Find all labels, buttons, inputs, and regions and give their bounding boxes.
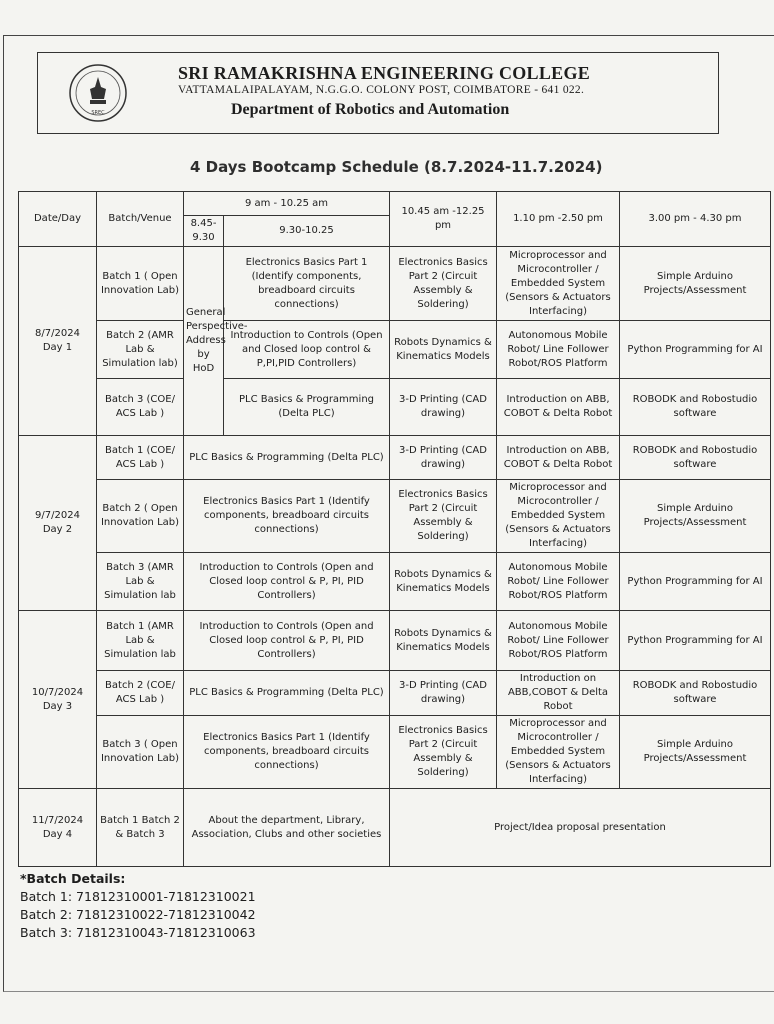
department-name: Department of Robotics and Automation [231, 101, 510, 118]
project-presentation-cell: Project/Idea proposal presentation [390, 789, 771, 867]
batch-cell: Batch 1 Batch 2 & Batch 3 [97, 789, 184, 867]
col-batch-venue: Batch/Venue [97, 192, 184, 247]
table-row [19, 436, 771, 480]
batch-cell: Batch 3 ( Open Innovation Lab) [97, 716, 184, 789]
table-row [19, 379, 771, 436]
date-cell: 9/7/2024 Day 2 [19, 436, 97, 611]
col-slot3: 1.10 pm -2.50 pm [497, 192, 620, 247]
col-slot4: 3.00 pm - 4.30 pm [620, 192, 771, 247]
slot1-cell: Electronics Basics Part 1 (Identify components, breadboard circuits connections) [184, 716, 390, 789]
slot3-cell: Microprocessor and Microcontroller / Embedded System (Sensors & Actuators Interfacing) [497, 247, 620, 321]
table-row [19, 247, 771, 321]
slot2-cell: Robots Dynamics & Kinematics Models [390, 553, 497, 611]
table-row [19, 480, 771, 553]
college-logo-icon [68, 63, 128, 123]
slot1-cell: Electronics Basics Part 1 (Identify components, breadboard circuits connections) [184, 480, 390, 553]
slot3-cell: Autonomous Mobile Robot/ Line Follower Robot/ROS Platform [497, 321, 620, 379]
table-row [19, 321, 771, 379]
table-row [19, 716, 771, 789]
slot3-cell: Microprocessor and Microcontroller / Embedded System (Sensors & Actuators Interfacing) [497, 716, 620, 789]
slot1-cell: Introduction to Controls (Open and Closed loop control & P,PI,PID Controllers) [224, 321, 390, 379]
slot4-cell: Simple Arduino Projects/Assessment [620, 247, 771, 321]
common-slot-cell: General Perspective-Address by HoD [184, 247, 224, 436]
batch-cell: Batch 2 (AMR Lab & Simulation lab) [97, 321, 184, 379]
slot1-cell: PLC Basics & Programming (Delta PLC) [224, 379, 390, 436]
letterhead [37, 52, 719, 134]
date-cell: 8/7/2024 Day 1 [19, 247, 97, 436]
slot3-cell: Introduction on ABB, COBOT & Delta Robot [497, 379, 620, 436]
slot3-cell: Introduction on ABB,COBOT & Delta Robot [497, 671, 620, 716]
batch-cell: Batch 2 (COE/ ACS Lab ) [97, 671, 184, 716]
slot2-cell: Robots Dynamics & Kinematics Models [390, 321, 497, 379]
batch-details-heading: *Batch Details: [20, 871, 126, 886]
batch-cell: Batch 3 (AMR Lab & Simulation lab [97, 553, 184, 611]
slot2-cell: Electronics Basics Part 2 (Circuit Assembly & Soldering) [390, 247, 497, 321]
slot4-cell: ROBODK and Robostudio software [620, 671, 771, 716]
slot4-cell: ROBODK and Robostudio software [620, 379, 771, 436]
schedule-title: 4 Days Bootcamp Schedule (8.7.2024-11.7.2024) [190, 158, 603, 176]
slot3-cell: Microprocessor and Microcontroller / Embedded System (Sensors & Actuators Interfacing) [497, 480, 620, 553]
batch-cell: Batch 3 (COE/ ACS Lab ) [97, 379, 184, 436]
slot1-cell: Electronics Basics Part 1 (Identify components, breadboard circuits connections) [224, 247, 390, 321]
header-row [19, 192, 771, 216]
col-date-day: Date/Day [19, 192, 97, 247]
slot2-cell: 3-D Printing (CAD drawing) [390, 379, 497, 436]
date-cell: 11/7/2024 Day 4 [19, 789, 97, 867]
slot4-cell: Python Programming for AI [620, 553, 771, 611]
batch-detail-line: Batch 3: 71812310043-71812310063 [20, 925, 256, 940]
slot2-cell: Electronics Basics Part 2 (Circuit Assembly & Soldering) [390, 480, 497, 553]
slot3-cell: Introduction on ABB, COBOT & Delta Robot [497, 436, 620, 480]
slot4-cell: Simple Arduino Projects/Assessment [620, 716, 771, 789]
college-name: SRI RAMAKRISHNA ENGINEERING COLLEGE [178, 63, 591, 83]
college-address: VATTAMALAIPALAYAM, N.G.G.O. COLONY POST, COIMBATORE - 641 022. [178, 84, 585, 96]
batch-detail-line: Batch 1: 71812310001-71812310021 [20, 889, 256, 904]
batch-cell: Batch 2 ( Open Innovation Lab) [97, 480, 184, 553]
slot2-cell: 3-D Printing (CAD drawing) [390, 436, 497, 480]
table-row [19, 671, 771, 716]
schedule-table [18, 191, 771, 867]
slot4-cell: Python Programming for AI [620, 611, 771, 671]
svg-text:SREC: SREC [91, 110, 105, 116]
col-slot1: 9 am - 10.25 am [184, 192, 390, 216]
slot4-cell: ROBODK and Robostudio software [620, 436, 771, 480]
batch-cell: Batch 1 ( Open Innovation Lab) [97, 247, 184, 321]
slot2-cell: Robots Dynamics & Kinematics Models [390, 611, 497, 671]
slot3-cell: Autonomous Mobile Robot/ Line Follower Robot/ROS Platform [497, 553, 620, 611]
col-slot1b: 9.30-10.25 [224, 216, 390, 247]
slot3-cell: Autonomous Mobile Robot/ Line Follower Robot/ROS Platform [497, 611, 620, 671]
slot1-cell: About the department, Library, Association, Clubs and other societies [184, 789, 390, 867]
col-slot2: 10.45 am -12.25 pm [390, 192, 497, 247]
slot1-cell: PLC Basics & Programming (Delta PLC) [184, 436, 390, 480]
table-row [19, 553, 771, 611]
batch-cell: Batch 1 (COE/ ACS Lab ) [97, 436, 184, 480]
batch-cell: Batch 1 (AMR Lab & Simulation lab [97, 611, 184, 671]
col-slot1a: 8.45-9.30 [184, 216, 224, 247]
slot1-cell: PLC Basics & Programming (Delta PLC) [184, 671, 390, 716]
table-row [19, 789, 771, 867]
slot4-cell: Simple Arduino Projects/Assessment [620, 480, 771, 553]
batch-details [20, 870, 256, 942]
batch-detail-line: Batch 2: 71812310022-71812310042 [20, 907, 256, 922]
slot2-cell: 3-D Printing (CAD drawing) [390, 671, 497, 716]
slot2-cell: Electronics Basics Part 2 (Circuit Assembly & Soldering) [390, 716, 497, 789]
table-row [19, 611, 771, 671]
slot4-cell: Python Programming for AI [620, 321, 771, 379]
date-cell: 10/7/2024 Day 3 [19, 611, 97, 789]
slot1-cell: Introduction to Controls (Open and Closed loop control & P, PI, PID Controllers) [184, 611, 390, 671]
slot1-cell: Introduction to Controls (Open and Closed loop control & P, PI, PID Controllers) [184, 553, 390, 611]
